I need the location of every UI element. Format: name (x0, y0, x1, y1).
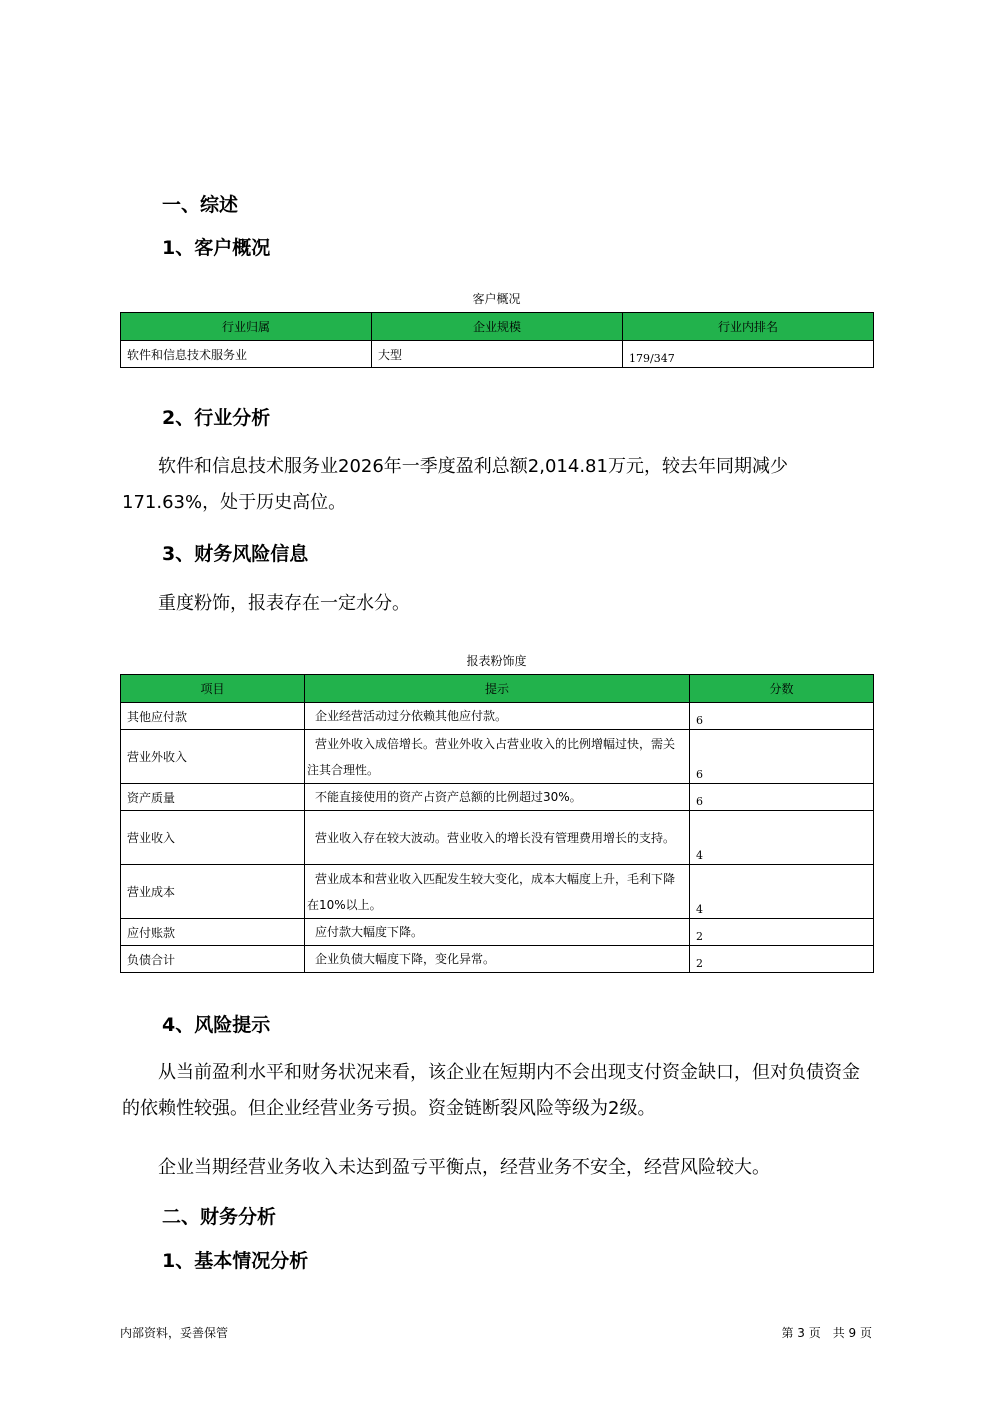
heading-risk-tips: 4、风险提示 (162, 1014, 271, 1036)
cell-score: 4 (690, 811, 874, 865)
cell-score: 2 (690, 946, 874, 973)
cell-item: 营业外收入 (121, 730, 305, 784)
cell-item: 营业收入 (121, 811, 305, 865)
table-row (121, 341, 874, 368)
header-rank: 行业内排名 (623, 313, 874, 341)
header-industry: 行业归属 (121, 313, 372, 341)
cell-tip (305, 865, 690, 919)
cell-rank: 179/347 (623, 341, 874, 368)
header-score: 分数 (690, 675, 874, 703)
cell-item: 资产质量 (121, 784, 305, 811)
cell-score: 6 (690, 784, 874, 811)
table-row (121, 919, 874, 946)
tip-text: 营业外收入成倍增长。营业外收入占营业收入的比例增幅过快，需关注其合理性。 (307, 736, 676, 777)
tip-text: 企业负债大幅度下降，变化异常。 (315, 952, 496, 966)
table-row (121, 703, 874, 730)
heading-basic-analysis: 1、基本情况分析 (162, 1250, 309, 1272)
risk-tips-text-2: 企业当期经营业务收入未达到盈亏平衡点，经营业务不安全，经营风险较大。 (158, 1157, 770, 1178)
table-caption-customer-overview: 客户概况 (472, 292, 521, 306)
cell-tip (305, 730, 690, 784)
table-row (121, 811, 874, 865)
tip-text: 企业经营活动过分依赖其他应付款。 (315, 709, 508, 723)
cell-industry: 软件和信息技术服务业 (121, 341, 372, 368)
cell-score: 4 (690, 865, 874, 919)
heading-industry-analysis: 2、行业分析 (162, 407, 271, 429)
cell-tip (305, 811, 690, 865)
heading-customer-overview: 1、客户概况 (162, 237, 271, 259)
header-scale: 企业规模 (372, 313, 623, 341)
section-title-financial-analysis: 二、财务分析 (162, 1206, 277, 1228)
tip-text: 营业收入存在较大波动。营业收入的增长没有管理费用增长的支持。 (315, 830, 676, 845)
cell-tip (305, 784, 690, 811)
header-item: 项目 (121, 675, 305, 703)
table-header-row (121, 675, 874, 703)
cell-scale: 大型 (372, 341, 623, 368)
cell-item: 负债合计 (121, 946, 305, 973)
cell-score: 2 (690, 919, 874, 946)
tip-text: 营业成本和营业收入匹配发生较大变化，成本大幅度上升，毛利下降在10%以上。 (307, 871, 676, 912)
cell-tip (305, 703, 690, 730)
section-title-overview: 一、综述 (162, 194, 239, 216)
cell-tip (305, 919, 690, 946)
cell-item: 其他应付款 (121, 703, 305, 730)
cell-tip (305, 946, 690, 973)
customer-overview-table (120, 312, 874, 368)
table-row (121, 946, 874, 973)
industry-analysis-text: 软件和信息技术服务业2026年一季度盈利总额2,014.81万元，较去年同期减少171.63%，处于历史高位。 (122, 456, 788, 513)
tip-text: 应付款大幅度下降。 (315, 925, 424, 939)
cell-item: 营业成本 (121, 865, 305, 919)
cell-item: 应付账款 (121, 919, 305, 946)
footer-note: 内部资料，妥善保管 (120, 1326, 229, 1340)
financial-risk-text: 重度粉饰，报表存在一定水分。 (158, 593, 410, 614)
whitewash-table (120, 674, 874, 973)
table-header-row (121, 313, 874, 341)
table-row (121, 865, 874, 919)
table-row (121, 730, 874, 784)
page-number: 第 3 页 共 9 页 (781, 1326, 872, 1340)
cell-score: 6 (690, 730, 874, 784)
header-tip: 提示 (305, 675, 690, 703)
tip-text: 不能直接使用的资产占资产总额的比例超过30%。 (315, 790, 582, 804)
heading-financial-risk: 3、财务风险信息 (162, 543, 309, 565)
risk-tips-text-1: 从当前盈利水平和财务状况来看，该企业在短期内不会出现支付资金缺口，但对负债资金的依赖性较强。但企业经营业务亏损。资金链断裂风险等级为2级。 (122, 1062, 860, 1119)
cell-score: 6 (690, 703, 874, 730)
table-caption-whitewash: 报表粉饰度 (466, 654, 527, 668)
table-row (121, 784, 874, 811)
